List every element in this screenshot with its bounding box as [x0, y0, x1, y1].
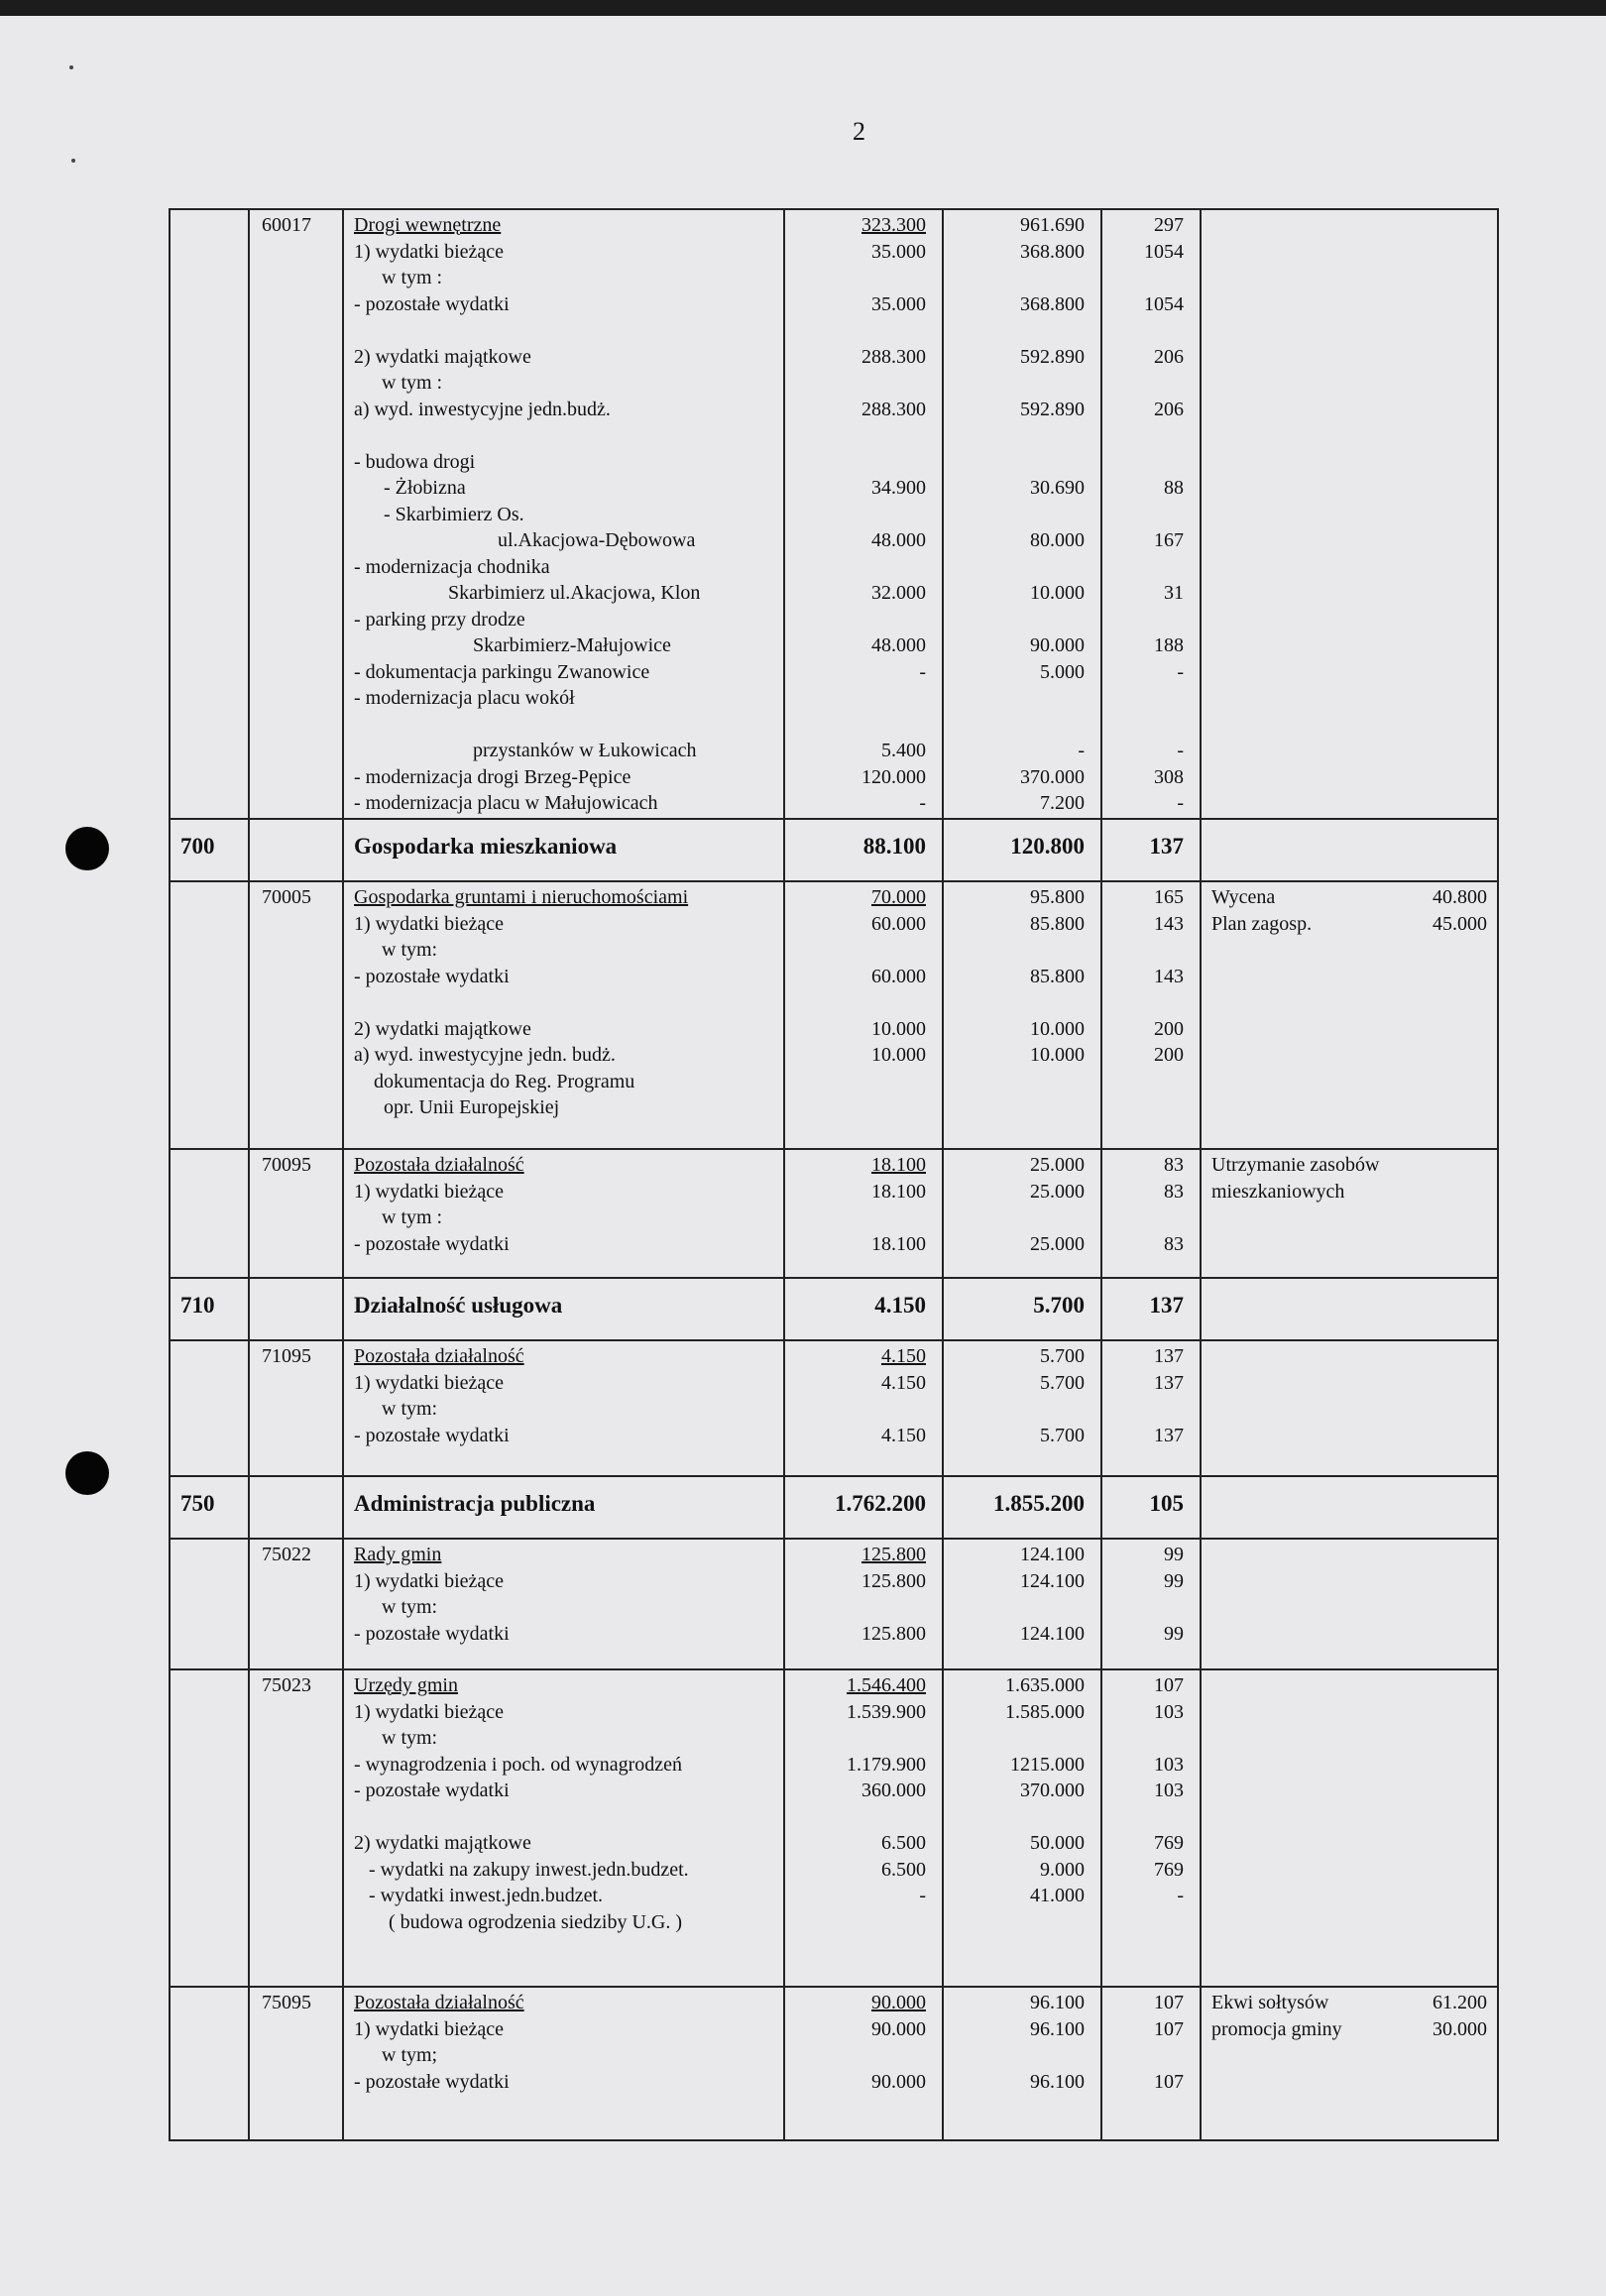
rozdzial-code: 71095 [262, 1345, 311, 1367]
line-description: - modernizacja drogi Brzeg-Pępice [354, 765, 631, 788]
plan-value: 70.000 [871, 886, 926, 908]
plan-value: 10.000 [871, 1017, 926, 1040]
percent-value: 137 [1154, 1424, 1184, 1446]
rozdzial-code: 60017 [262, 214, 311, 236]
plan-value: 125.800 [861, 1622, 926, 1645]
line-description: 1) wydatki bieżące [354, 1569, 505, 1592]
executed-value: 5.700 [1040, 1345, 1085, 1367]
percent-value: 769 [1154, 1858, 1184, 1881]
section-title: Gospodarka mieszkaniowa [354, 834, 618, 859]
percent-value: 88 [1164, 477, 1184, 499]
line-description: a) wyd. inwestycyjne jedn. budż. [354, 1044, 616, 1066]
table-border-top [169, 208, 1499, 210]
percent-value: 31 [1164, 582, 1184, 604]
line-description: w tym : [382, 1206, 443, 1228]
plan-value: 125.800 [861, 1544, 926, 1565]
line-description: w tym; [382, 2044, 438, 2066]
plan-value: 4.150 [881, 1424, 926, 1446]
percent-value: 103 [1154, 1753, 1184, 1776]
percent-value: 143 [1154, 965, 1184, 987]
budget-table [169, 208, 1499, 2141]
section-title: Gospodarka gruntami i nieruchomościami [354, 886, 689, 908]
executed-value: 368.800 [1020, 292, 1085, 315]
executed-value: 370.000 [1020, 1779, 1085, 1801]
line-description: - Skarbimierz Os. [384, 503, 524, 525]
percent-value: 1054 [1144, 292, 1184, 315]
percent-value: 99 [1164, 1569, 1184, 1592]
line-description: - wydatki na zakupy inwest.jedn.budzet. [369, 1858, 689, 1881]
plan-value: 35.000 [871, 240, 926, 263]
rozdzial-code: 75022 [262, 1544, 311, 1565]
plan-value: 60.000 [871, 912, 926, 935]
section-divider [169, 880, 1499, 882]
dzial-code: 700 [180, 834, 215, 859]
plan-value: 32.000 [871, 582, 926, 604]
plan-value: 10.000 [871, 1044, 926, 1066]
scan-top-edge [0, 0, 1606, 16]
line-description: - pozostałe wydatki [354, 292, 510, 315]
plan-value: 6.500 [881, 1858, 926, 1881]
executed-value: 9.000 [1040, 1858, 1085, 1881]
line-description: - budowa drogi [354, 450, 476, 473]
line-description: - pozostałe wydatki [354, 2070, 510, 2093]
percent-value: 83 [1164, 1232, 1184, 1255]
percent-value: 206 [1154, 345, 1184, 368]
plan-value: 90.000 [871, 2070, 926, 2093]
line-description: - Żłobizna [384, 477, 466, 499]
line-description: w tym: [382, 1596, 438, 1618]
plan-value: 4.150 [881, 1345, 926, 1367]
section-divider [169, 1475, 1499, 1477]
executed-value: 1.635.000 [1005, 1674, 1085, 1696]
plan-value: 18.100 [871, 1180, 926, 1203]
plan-value: 35.000 [871, 292, 926, 315]
section-divider [169, 1668, 1499, 1670]
column-divider [248, 208, 250, 2141]
percent-value: 200 [1154, 1044, 1184, 1066]
line-description: Skarbimierz ul.Akacjowa, Klon [448, 582, 701, 604]
executed-value: 5.000 [1040, 660, 1085, 683]
section-divider [169, 1148, 1499, 1150]
line-description: 1) wydatki bieżące [354, 1700, 505, 1723]
section-divider [169, 1986, 1499, 1988]
rozdzial-code: 70005 [262, 886, 311, 908]
executed-value: 25.000 [1030, 1180, 1085, 1203]
line-description: - modernizacja placu w Małujowicach [354, 792, 658, 814]
section-title: Pozostała działalność [354, 1992, 524, 2013]
executed-value: 96.100 [1030, 1992, 1085, 2013]
executed-value: 1.855.200 [993, 1491, 1085, 1516]
percent-value: 107 [1154, 1674, 1184, 1696]
executed-value: 5.700 [1033, 1293, 1085, 1318]
section-divider [169, 1538, 1499, 1540]
executed-value: 124.100 [1020, 1569, 1085, 1592]
line-description: - pozostałe wydatki [354, 1424, 510, 1446]
rozdzial-code: 75095 [262, 1992, 311, 2013]
executed-value: 10.000 [1030, 1017, 1085, 1040]
executed-value: 370.000 [1020, 765, 1085, 788]
note-label: Plan zagosp. [1211, 912, 1313, 935]
plan-value: 48.000 [871, 529, 926, 551]
plan-value: 360.000 [861, 1779, 926, 1801]
executed-value: - [1078, 740, 1085, 761]
line-description: - wynagrodzenia i poch. od wynagrodzeń [354, 1753, 682, 1776]
line-description: - pozostałe wydatki [354, 1622, 510, 1645]
plan-value: 4.150 [881, 1371, 926, 1394]
line-description: dokumentacja do Reg. Programu [374, 1070, 635, 1092]
line-description: a) wyd. inwestycyjne jedn.budż. [354, 398, 611, 420]
line-description: w tym: [382, 1727, 438, 1749]
line-description: Skarbimierz-Małujowice [473, 634, 671, 656]
note-value: 40.800 [1433, 886, 1487, 908]
line-description: 2) wydatki majątkowe [354, 1017, 531, 1040]
note-value: 61.200 [1433, 1992, 1487, 2013]
line-description: w tym : [382, 267, 443, 288]
line-description: - pozostałe wydatki [354, 1232, 510, 1255]
percent-value: 200 [1154, 1017, 1184, 1040]
note-label: promocja gminy [1211, 2017, 1342, 2040]
dzial-code: 750 [180, 1491, 215, 1516]
percent-value: 188 [1154, 634, 1184, 656]
note-label: Ekwi sołtysów [1211, 1992, 1329, 2013]
column-divider [342, 208, 344, 2141]
table-border-bottom [169, 2139, 1499, 2141]
plan-value: 6.500 [881, 1832, 926, 1854]
executed-value: 368.800 [1020, 240, 1085, 263]
executed-value: 25.000 [1030, 1154, 1085, 1176]
rozdzial-code: 70095 [262, 1154, 311, 1176]
percent-value: 165 [1154, 886, 1184, 908]
section-title: Urzędy gmin [354, 1674, 458, 1696]
plan-value: - [919, 792, 926, 814]
executed-value: 96.100 [1030, 2070, 1085, 2093]
note-label: mieszkaniowych [1211, 1180, 1345, 1203]
executed-value: 1215.000 [1010, 1753, 1085, 1776]
line-description: ( budowa ogrodzenia siedziby U.G. ) [389, 1910, 683, 1933]
executed-value: 124.100 [1020, 1544, 1085, 1565]
plan-value: 90.000 [871, 2017, 926, 2040]
note-value: 30.000 [1433, 2017, 1487, 2040]
plan-value: 88.100 [862, 834, 926, 859]
plan-value: 18.100 [871, 1232, 926, 1255]
executed-value: 85.800 [1030, 965, 1085, 987]
section-title: Drogi wewnętrzne [354, 214, 502, 236]
line-description: - modernizacja chodnika [354, 555, 550, 578]
executed-value: 592.890 [1020, 398, 1085, 420]
scan-speck [69, 65, 73, 69]
executed-value: 41.000 [1030, 1885, 1085, 1906]
plan-value: 48.000 [871, 634, 926, 656]
percent-value: 206 [1154, 398, 1184, 420]
plan-value: 288.300 [861, 398, 926, 420]
line-description: ul.Akacjowa-Dębowowa [498, 529, 696, 551]
line-description: w tym : [382, 372, 443, 394]
section-title: Pozostała działalność [354, 1345, 524, 1367]
executed-value: 80.000 [1030, 529, 1085, 551]
binder-hole [65, 827, 109, 870]
plan-value: 34.900 [871, 477, 926, 499]
page-number: 2 [853, 117, 865, 146]
section-title: Działalność usługowa [354, 1293, 563, 1318]
section-divider [169, 818, 1499, 820]
plan-value: 120.000 [861, 765, 926, 788]
executed-value: 96.100 [1030, 2017, 1085, 2040]
percent-value: 137 [1154, 1371, 1184, 1394]
line-description: - dokumentacja parkingu Zwanowice [354, 660, 650, 683]
line-description: opr. Unii Europejskiej [384, 1096, 560, 1118]
executed-value: 10.000 [1030, 582, 1085, 604]
executed-value: 7.200 [1040, 792, 1085, 814]
executed-value: 10.000 [1030, 1044, 1085, 1066]
percent-value: - [1177, 660, 1184, 683]
percent-value: 83 [1164, 1154, 1184, 1176]
plan-value: 1.546.400 [847, 1674, 926, 1696]
section-title: Administracja publiczna [354, 1491, 596, 1516]
percent-value: - [1177, 792, 1184, 814]
percent-value: - [1177, 740, 1184, 761]
line-description: 2) wydatki majątkowe [354, 345, 531, 368]
percent-value: 105 [1149, 1491, 1184, 1516]
executed-value: 124.100 [1020, 1622, 1085, 1645]
note-label: Utrzymanie zasobów [1211, 1154, 1380, 1176]
line-description: 1) wydatki bieżące [354, 1371, 505, 1394]
note-value: 45.000 [1433, 912, 1487, 935]
percent-value: 308 [1154, 765, 1184, 788]
plan-value: 60.000 [871, 965, 926, 987]
plan-value: 288.300 [861, 345, 926, 368]
percent-value: 137 [1149, 1293, 1184, 1318]
binder-hole [65, 1451, 109, 1495]
percent-value: 769 [1154, 1832, 1184, 1854]
table-border-right [1497, 208, 1499, 2141]
executed-value: 5.700 [1040, 1371, 1085, 1394]
plan-value: 125.800 [861, 1569, 926, 1592]
section-divider [169, 1339, 1499, 1341]
percent-value: 107 [1154, 2017, 1184, 2040]
plan-value: 1.179.900 [847, 1753, 926, 1776]
percent-value: 297 [1154, 214, 1184, 236]
line-description: - pozostałe wydatki [354, 965, 510, 987]
plan-value: 323.300 [861, 214, 926, 236]
percent-value: 143 [1154, 912, 1184, 935]
executed-value: 90.000 [1030, 634, 1085, 656]
percent-value: 137 [1154, 1345, 1184, 1367]
plan-value: 4.150 [874, 1293, 926, 1318]
column-divider [1200, 208, 1202, 2141]
table-border-left [169, 208, 171, 2141]
plan-value: 1.762.200 [835, 1491, 926, 1516]
line-description: 1) wydatki bieżące [354, 240, 505, 263]
line-description: - pozostałe wydatki [354, 1779, 510, 1801]
executed-value: 85.800 [1030, 912, 1085, 935]
executed-value: 50.000 [1030, 1832, 1085, 1854]
executed-value: 95.800 [1030, 886, 1085, 908]
executed-value: 961.690 [1020, 214, 1085, 236]
line-description: 1) wydatki bieżące [354, 912, 505, 935]
line-description: - modernizacja placu wokół [354, 687, 575, 709]
plan-value: 18.100 [871, 1154, 926, 1176]
line-description: 1) wydatki bieżące [354, 1180, 505, 1203]
line-description: przystanków w Łukowicach [473, 740, 697, 761]
line-description: 1) wydatki bieżące [354, 2017, 505, 2040]
dzial-code: 710 [180, 1293, 215, 1318]
percent-value: 107 [1154, 2070, 1184, 2093]
executed-value: 592.890 [1020, 345, 1085, 368]
plan-value: 1.539.900 [847, 1700, 926, 1723]
percent-value: 83 [1164, 1180, 1184, 1203]
percent-value: - [1177, 1885, 1184, 1906]
section-title: Rady gmin [354, 1544, 442, 1565]
executed-value: 25.000 [1030, 1232, 1085, 1255]
line-description: - wydatki inwest.jedn.budzet. [369, 1885, 604, 1906]
percent-value: 167 [1154, 529, 1184, 551]
scan-speck [71, 159, 75, 163]
percent-value: 1054 [1144, 240, 1184, 263]
line-description: w tym: [382, 939, 438, 961]
line-description: - parking przy drodze [354, 608, 525, 631]
plan-value: - [919, 1885, 926, 1906]
percent-value: 103 [1154, 1779, 1184, 1801]
section-divider [169, 1277, 1499, 1279]
executed-value: 30.690 [1030, 477, 1085, 499]
section-title: Pozostała działalność [354, 1154, 524, 1176]
line-description: 2) wydatki majątkowe [354, 1832, 531, 1854]
executed-value: 5.700 [1040, 1424, 1085, 1446]
percent-value: 99 [1164, 1544, 1184, 1565]
percent-value: 107 [1154, 1992, 1184, 2013]
rozdzial-code: 75023 [262, 1674, 311, 1696]
percent-value: 99 [1164, 1622, 1184, 1645]
plan-value: 90.000 [871, 1992, 926, 2013]
plan-value: - [919, 660, 926, 683]
percent-value: 137 [1149, 834, 1184, 859]
percent-value: 103 [1154, 1700, 1184, 1723]
plan-value: 5.400 [881, 740, 926, 761]
line-description: w tym: [382, 1398, 438, 1420]
executed-value: 1.585.000 [1005, 1700, 1085, 1723]
executed-value: 120.800 [1010, 834, 1085, 859]
note-label: Wycena [1211, 886, 1276, 908]
